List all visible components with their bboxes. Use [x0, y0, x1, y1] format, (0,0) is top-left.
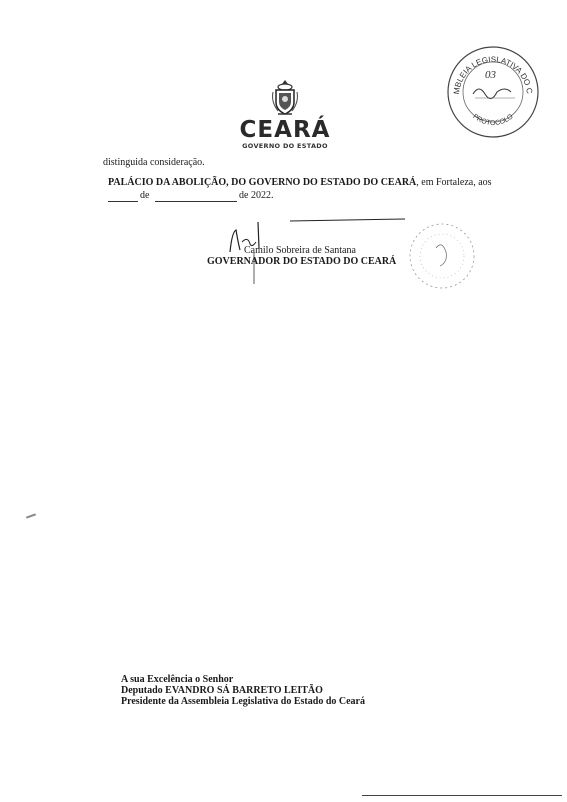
brand-subtitle: GOVERNO DO ESTADO — [242, 142, 328, 150]
date-de-2: de 2022. — [239, 190, 274, 201]
recipient-position: Presidente da Assembleia Legislativa do Estado do Ceará — [121, 696, 365, 707]
closing-text: distinguida consideração. — [103, 157, 205, 168]
date-day-blank — [108, 201, 138, 202]
place-bold-text: PALÁCIO DA ABOLIÇÃO, DO GOVERNO DO ESTADO DO CEARÁ — [108, 177, 417, 188]
place-rest-text: , em Fortaleza, aos — [416, 177, 492, 188]
date-month-blank — [155, 201, 237, 202]
brand-name: CEARÁ — [239, 117, 331, 143]
embossed-seal-icon — [402, 218, 482, 293]
stamp-ring-text: MBLEIA LEGISLATIVA DO C — [451, 54, 534, 95]
recipient-salutation: A sua Excelência o Senhor — [121, 674, 234, 685]
scan-mark — [26, 513, 36, 518]
stamp-number: 03 — [485, 69, 496, 81]
stamp-bottom-text: PROTOCOLO — [471, 113, 515, 128]
place-line — [108, 177, 492, 188]
bottom-edge-line — [362, 795, 562, 796]
state-coat-of-arms-icon — [270, 78, 300, 118]
svg-text:PROTOCOLO — [471, 113, 515, 127]
signer-title: GOVERNADOR DO ESTADO DO CEARÁ — [207, 256, 397, 267]
recipient-name: Deputado EVANDRO SÁ BARRETO LEITÃO — [121, 685, 323, 696]
signer-name: Camilo Sobreira de Santana — [244, 245, 356, 256]
date-de-1: de — [140, 190, 150, 201]
protocol-stamp — [445, 44, 541, 140]
government-brand — [230, 118, 340, 150]
